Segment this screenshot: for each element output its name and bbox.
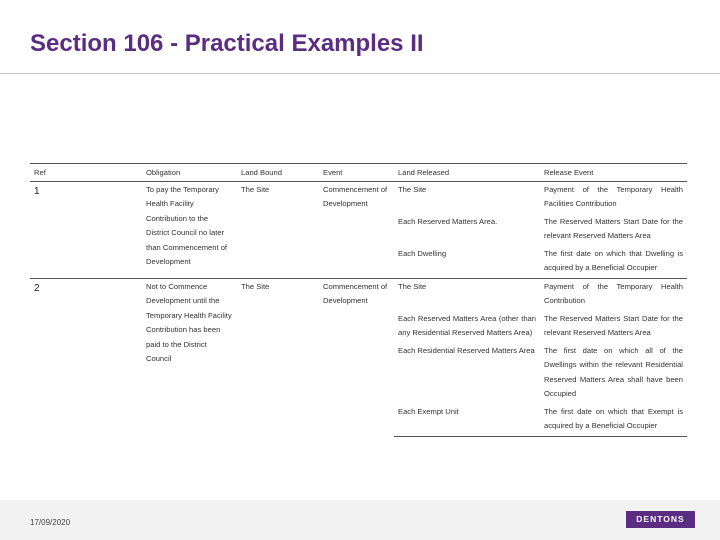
event-cell: Commencement of Development [319,181,394,278]
footer-bar [0,500,720,540]
release-event-cell: Payment of the Temporary Health Contribution [540,278,687,311]
release-event-cell: The Reserved Matters Start Date for the relevant Reserved Matters Area [544,216,683,240]
obligation-cell: To pay the Temporary Health Facility Contribution to the District Council no later than Commencement of Development [142,181,237,278]
ref-cell: 1 [30,181,142,278]
page-title: Section 106 - Practical Examples II [30,30,424,57]
release-event-cell: The Reserved Matters Start Date for the relevant Reserved Matters Area [544,313,683,337]
land-released-cell: Each Reserved Matters Area. [398,216,498,226]
obligation-cell: Not to Commence Development until the Temporary Health Facility Contribution has been paid to the District Council [142,278,237,436]
dentons-logo: DENTONS [626,511,695,528]
header-land-bound: Land Bound [237,164,319,182]
header-land-released: Land Released [394,164,540,182]
title-divider [0,73,720,74]
ref-cell: 2 [30,278,142,436]
land-released-cell: Each Residential Reserved Matters Area [398,345,535,355]
header-ref: Ref [30,164,142,182]
release-event-cell: Payment of the Temporary Health Facilities Contribution [540,181,687,214]
land-released-cell: The Site [394,278,540,311]
land-released-cell: Each Exempt Unit [394,404,540,437]
obligations-table [30,163,687,437]
table-row [30,278,687,311]
land-bound-cell: The Site [237,278,319,436]
land-released-cell: The Site [394,181,540,214]
land-released-cell: Each Dwelling [398,248,447,258]
land-bound-cell: The Site [237,181,319,278]
land-released-cell: Each Reserved Matters Area (other than any Residential Reserved Matters Area) [398,313,536,337]
table-header-row [30,164,687,182]
header-event: Event [319,164,394,182]
release-event-cell: The first date on which that Exempt is acquired by a Beneficial Occupier [540,404,687,437]
release-event-cell: The first date on which that Dwelling is acquired by a Beneficial Occupier [544,248,683,272]
header-obligation: Obligation [142,164,237,182]
table-row [30,181,687,214]
footer-date: 17/09/2020 [30,518,71,527]
header-release-event: Release Event [540,164,687,182]
event-cell: Commencement of Development [319,278,394,436]
release-event-cell: The first date on which all of the Dwellings within the relevant Residential Reserved Matters Area shall have been Occupied [544,345,683,398]
